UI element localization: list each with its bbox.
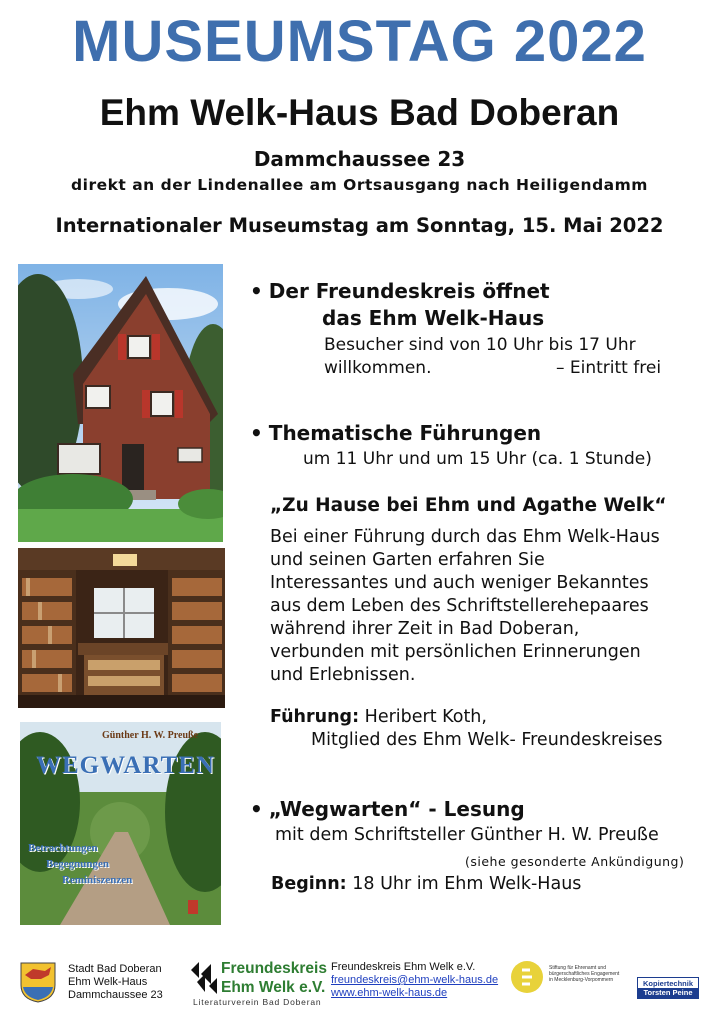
sponsor-line1: Kopiertechnik: [642, 979, 693, 988]
sponsor-logo: [637, 977, 699, 999]
sponsor-line2: Torsten Peine: [638, 988, 698, 998]
book-subtitle-1: Betrachtungen: [28, 842, 98, 854]
freundeskreis-logo-icon: [189, 960, 219, 994]
reading-heading-text: „Wegwarten“ - Lesung: [268, 797, 525, 821]
tour-description-line: während ihrer Zeit in Bad Doberan,: [270, 619, 580, 639]
contact-web-link[interactable]: www.ehm-welk-haus.de: [331, 987, 448, 999]
tours-time-text: um 11 Uhr und um 15 Uhr (ca. 1 Stunde): [303, 449, 652, 469]
bullet: •: [250, 421, 263, 445]
tour-description-line: verbunden mit persönlichen Erinnerungen: [270, 642, 641, 662]
city-line: Dammchaussee 23: [68, 989, 163, 1001]
tour-description-line: und Erlebnissen.: [270, 665, 416, 685]
house-photo: [18, 264, 223, 542]
section-reading-heading: [250, 797, 525, 821]
tour-description-line: aus dem Leben des Schriftstellerehepaares: [270, 596, 649, 616]
book-author: Günther H. W. Preuße: [102, 730, 199, 741]
admission-text: – Eintritt frei: [556, 358, 662, 378]
contact-email-link[interactable]: freundeskreis@ehm-welk-haus.de: [331, 974, 499, 986]
freundeskreis-logo-line2: Ehm Welk e.V.: [221, 979, 326, 996]
freundeskreis-logo-line3: Literaturverein Bad Doberan: [193, 997, 322, 1007]
welcome-text: willkommen.: [324, 358, 432, 378]
city-line: Stadt Bad Doberan: [68, 963, 162, 975]
contact-name: Freundeskreis Ehm Welk e.V.: [331, 961, 476, 973]
reading-note: (siehe gesonderte Ankündigung): [465, 854, 685, 869]
guide-name: Heribert Koth,: [364, 707, 487, 727]
tour-description-line: Bei einer Führung durch das Ehm Welk-Haus: [270, 527, 660, 547]
poster-subtitle: Ehm Welk-Haus Bad Doberan: [99, 92, 620, 133]
tour-description: [270, 526, 710, 687]
foundation-line: in Mecklenburg-Vorpommern: [549, 977, 614, 983]
poster-title: MUSEUMSTAG 2022: [72, 9, 647, 74]
guide-role: Mitglied des Ehm Welk- Freundeskreises: [311, 730, 663, 750]
address: Dammchaussee 23: [253, 147, 466, 171]
guide-label: Führung:: [270, 707, 360, 727]
freundeskreis-logo-line1: Freundeskreis: [221, 960, 327, 977]
foundation-text: [549, 965, 619, 983]
bullet: •: [250, 797, 263, 821]
tours-heading-text: Thematische Führungen: [268, 421, 542, 445]
reading-author-text: mit dem Schriftsteller Günther H. W. Preuße: [275, 825, 659, 845]
section-open-house-heading: [250, 279, 550, 303]
tour-guide: [270, 706, 487, 728]
start-text: 18 Uhr im Ehm Welk-Haus: [352, 874, 582, 894]
tour-description-line: und seinen Garten erfahren Sie: [270, 550, 545, 570]
section-tours-heading: [250, 421, 541, 445]
tour-description-line: Interessantes und auch weniger Bekanntes: [270, 573, 649, 593]
heading-line-1: Der Freundeskreis öffnet: [268, 279, 550, 303]
foundation-line: Stiftung für Ehrenamt und: [549, 965, 606, 971]
library-photo: [18, 548, 225, 708]
city-line: Ehm Welk-Haus: [68, 976, 148, 988]
city-coat-of-arms-icon: [19, 961, 57, 1003]
opening-hours-text: Besucher sind von 10 Uhr bis 17 Uhr: [324, 335, 636, 355]
start-label: Beginn:: [271, 874, 347, 894]
event-line: Internationaler Museumstag am Sonntag, 15. Mai 2022: [55, 214, 664, 237]
contact-info: [331, 961, 498, 1000]
foundation-logo-icon: [510, 960, 544, 994]
book-subtitle-2: Begegnungen: [46, 858, 109, 870]
address-detail: direkt an der Lindenallee am Ortsausgang nach Heiligendamm: [71, 176, 648, 194]
tour-title: „Zu Hause bei Ehm und Agathe Welk“: [270, 495, 667, 516]
bullet: •: [250, 279, 263, 303]
heading-line-2: das Ehm Welk-Haus: [322, 306, 545, 330]
reading-start: [271, 873, 581, 895]
book-title: WEGWARTEN: [36, 752, 215, 779]
city-info: [68, 963, 163, 1002]
book-subtitle-3: Reminiszenzen: [62, 874, 133, 886]
book-cover-photo: [20, 722, 221, 925]
foundation-line: bürgerschaftliches Engagement: [549, 971, 620, 977]
